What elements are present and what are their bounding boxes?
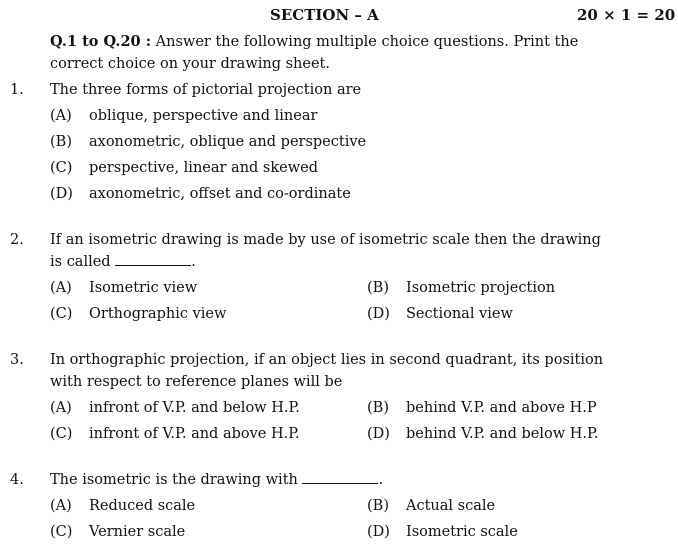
instruction-line-2: correct choice on your drawing sheet. <box>50 56 330 72</box>
question-2-period: . <box>191 254 196 270</box>
q3-option-a-text: infront of V.P. and below H.P. <box>89 400 300 416</box>
q1-option-b-label: (B) <box>50 134 72 150</box>
question-4-text <box>50 469 383 491</box>
q2-option-b-text: Isometric projection <box>406 280 556 296</box>
question-3-text-line-2: with respect to reference planes will be <box>50 374 343 390</box>
q3-option-b-label: (B) <box>367 400 389 416</box>
q1-option-d-text: axonometric, offset and co-ordinate <box>89 186 351 202</box>
question-2-text-line-2-words: is called <box>50 254 111 270</box>
q2-option-d-text: Sectional view <box>406 306 513 322</box>
q2-option-a-text: Isometric view <box>89 280 198 296</box>
answer-blank <box>115 265 191 266</box>
q2-option-d-label: (D) <box>367 306 390 322</box>
question-4-number: 4. <box>10 472 24 488</box>
q3-option-b-text: behind V.P. and above H.P <box>406 400 597 416</box>
q1-option-a-text: oblique, perspective and linear <box>89 108 318 124</box>
question-2-text-line-1: If an isometric drawing is made by use of isometric scale then the drawing <box>50 232 601 248</box>
q1-option-d-label: (D) <box>50 186 73 202</box>
instruction-lead: Q.1 to Q.20 : <box>50 33 152 50</box>
question-1-text: The three forms of pictorial projection are <box>50 82 362 98</box>
answer-blank <box>302 483 378 484</box>
q3-option-c-text: infront of V.P. and above H.P. <box>89 426 300 442</box>
instruction-line-1 <box>50 31 578 53</box>
q4-option-c-text: Vernier scale <box>89 524 186 540</box>
q4-option-d-label: (D) <box>367 524 390 540</box>
question-4-text-words: The isometric is the drawing with <box>50 472 298 488</box>
q2-option-c-label: (C) <box>50 306 73 322</box>
q1-option-b-text: axonometric, oblique and perspective <box>89 134 367 150</box>
q4-option-b-text: Actual scale <box>406 498 496 514</box>
question-3-text-line-1: In orthographic projection, if an object lies in second quadrant, its position <box>50 352 604 368</box>
question-4-period: . <box>378 472 384 488</box>
question-2-number: 2. <box>10 232 24 248</box>
q3-option-d-label: (D) <box>367 426 390 442</box>
q1-option-c-text: perspective, linear and skewed <box>89 160 319 176</box>
section-marks: 20 × 1 = 20 <box>577 6 676 24</box>
question-2-text-line-2 <box>50 251 196 273</box>
q1-option-a-label: (A) <box>50 108 72 124</box>
question-3-number: 3. <box>10 352 24 368</box>
q4-option-b-label: (B) <box>367 498 389 514</box>
q3-option-c-label: (C) <box>50 426 73 442</box>
q3-option-a-label: (A) <box>50 400 72 416</box>
q4-option-c-label: (C) <box>50 524 73 540</box>
instruction-text-1: Answer the following multiple choice questions. Print the <box>151 34 579 50</box>
q3-option-d-text: behind V.P. and below H.P. <box>406 426 599 442</box>
q1-option-c-label: (C) <box>50 160 73 176</box>
q2-option-c-text: Orthographic view <box>89 306 227 322</box>
section-title: SECTION – A <box>270 6 379 24</box>
q4-option-a-label: (A) <box>50 498 72 514</box>
q4-option-a-text: Reduced scale <box>89 498 196 514</box>
question-1-number: 1. <box>10 82 24 98</box>
q2-option-b-label: (B) <box>367 280 389 296</box>
q2-option-a-label: (A) <box>50 280 72 296</box>
q4-option-d-text: Isometric scale <box>406 524 518 540</box>
